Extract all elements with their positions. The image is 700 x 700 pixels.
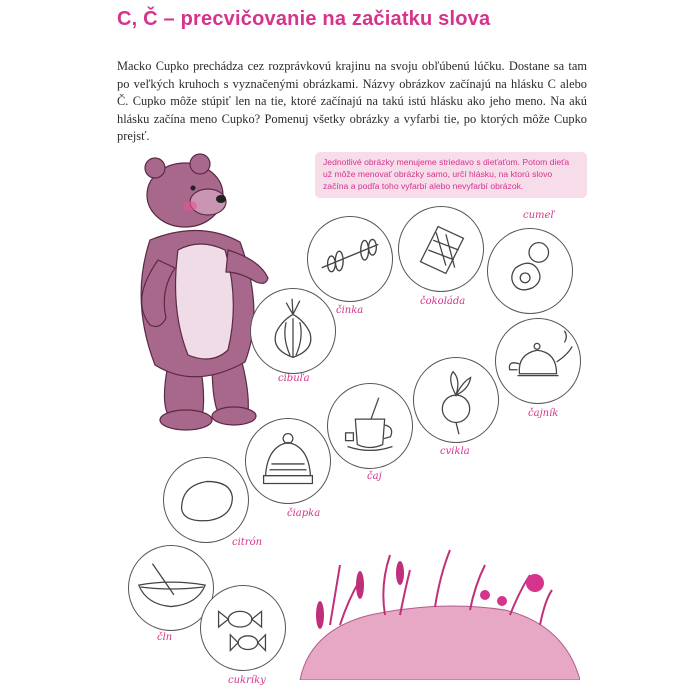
cap-icon (246, 419, 330, 503)
picture-cokolada-circle[interactable] (398, 206, 484, 292)
picture-cukriky-circle[interactable] (200, 585, 286, 671)
dumbbell-icon (308, 217, 392, 301)
lemon-icon (164, 458, 248, 542)
picture-cumel-label: cumeľ (523, 210, 555, 221)
teapot-icon (496, 319, 580, 403)
picture-citron-circle[interactable] (163, 457, 249, 543)
picture-cibula-circle[interactable] (250, 288, 336, 374)
picture-cvikla-label: cvikla (440, 446, 470, 457)
picture-caj-label: čaj (367, 471, 382, 482)
picture-cukriky-label: cukríky (228, 675, 266, 686)
picture-cinka-label: činka (336, 305, 364, 316)
candies-icon (201, 586, 285, 670)
intro-text: Macko Cupko prechádza cez rozprávkovú krajinu na svoju obľúbenú lúčku. Dostane sa tam po veľkých kruhoch s vyznačenými obrázkami. Názvy obrázkov začínajú na hlásku C alebo Č. Cupko môže stúpiť len na tie, ktoré začínajú na takú istú hlásku ako jeho meno. Na akú hlásku začína meno Cupko? Pomenuj všetky obrázky a vyfarbi tie, po ktorých môže Cupko prejsť. (117, 59, 587, 144)
picture-cinka-circle[interactable] (307, 216, 393, 302)
chocolate-icon (399, 207, 483, 291)
picture-cajnik-label: čajník (528, 408, 559, 419)
picture-ciapka-label: čiapka (287, 508, 321, 519)
intro-paragraph (117, 58, 587, 146)
picture-cibula-label: cibuľa (278, 373, 310, 384)
meadow-illustration (290, 545, 580, 680)
note-text: Jednotlivé obrázky menujeme striedavo s dieťaťom. Potom dieťa už môže menovať obrázky samo, určí hlásku, na ktorú slovo začína a podľa toho vyfarbí alebo nevyfarbí obrázok. (323, 157, 570, 192)
picture-caj-circle[interactable] (327, 383, 413, 469)
onion-icon (251, 289, 335, 373)
picture-citron-label: citrón (232, 537, 263, 548)
picture-ciapka-circle[interactable] (245, 418, 331, 504)
picture-cokolada-label: čokoláda (420, 296, 466, 307)
beetroot-icon (414, 358, 498, 442)
page-title: C, Č – precvičovanie na začiatku slova (117, 8, 491, 30)
parent-note-box (315, 152, 587, 198)
picture-cajnik-circle[interactable] (495, 318, 581, 404)
pacifier-icon (488, 229, 572, 313)
tea-cup-icon (328, 384, 412, 468)
picture-cumel-circle[interactable] (487, 228, 573, 314)
picture-cln-label: čln (157, 632, 173, 643)
picture-cvikla-circle[interactable] (413, 357, 499, 443)
bear-illustration (100, 150, 280, 435)
